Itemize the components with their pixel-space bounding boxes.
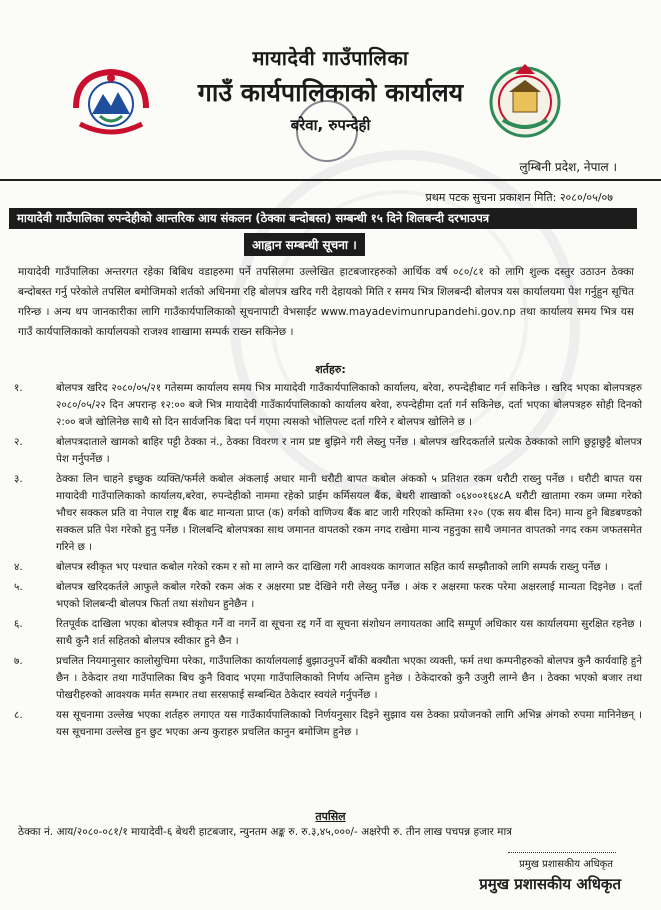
signatory-stamp: प्रमुख प्रशासकीय अधिकृत <box>479 875 621 893</box>
province-line: लुम्बिनी प्रदेश, नेपाल । <box>519 160 617 174</box>
notice-title: मायादेवी गाउँपालिका रुपन्देहीको आन्तरिक आय संकलन (ठेक्का बन्दोबस्त) सम्बन्धी १५ दिने शिलबन्दी दरभाउपत्र <box>9 208 637 229</box>
condition-item <box>14 707 642 741</box>
conditions-list <box>14 380 642 744</box>
condition-text: प्रचलित नियमानुसार कालोसुचिमा परेका, गाउँपालिका कार्यालयलाई बुझाउनुपर्ने बाँकी बक्यौता भएका व्यक्ती, फर्म तथा कम्पनीहरुको बोलपत्र कुनै कार्यवाहि हुने छैन । ठेकेदार तथा गाउँपालिका बिच कुनै विवाद भएमा गाउँपालिकाको निर्णय अन्तिम हुनेछ । ठेकेदारको कुनै उजुरी लाग्ने छैन । ठेक्का भएको बजार तथा पोखरीहरुको आवश्यक मर्मत सम्भार तथा सरसफाई सम्बन्धित ठेकेदार स्वयंले गर्नुपर्नेछ । <box>56 655 642 701</box>
intro-paragraph: मायादेवी गाउँपालिका अन्तरगत रहेका बिबिध वडाहरुमा पर्ने तपसिलमा उल्लेखित हाटबजारहरुको आर्थिक वर्ष ०८०/८१ को लागि शुल्क दस्तुर उठाउन ठेक्का बन्दोबस्त गर्नु परेकोले तपसिल बमोजिमको शर्तको अधिनमा रहि बोलपत्र खरिद गरी देहायको मिति र समय भित्र शिलबन्दी बोलपत्र यस कार्यालयमा पेश गर्नुहुन सूचित गरिन्छ । अन्य थप जानकारीका लागि गाउँकार्यपालिकाको सूचनापाटी वेभसाईट www.mayadevimunrupandehi.gov.np तथा कार्यालय समय भित्र यस गाउँ कार्यपालिकाको कार्यालयको राजश्व शाखामा सम्पर्क राख्न सकिनेछ । <box>18 266 634 338</box>
notice-subtitle: आह्वान सम्बन्धी सूचना । <box>244 233 365 256</box>
header-divider <box>0 179 661 181</box>
municipality-name: मायादेवी गाउँपालिका <box>252 46 409 70</box>
condition-number: १. <box>14 382 23 394</box>
condition-item <box>14 559 642 576</box>
condition-item <box>14 380 642 431</box>
condition-number: २. <box>14 436 23 448</box>
condition-text: बोलपत्र खरिद २०८०/०५/२१ गतेसम्म कार्यालय समय भित्र मायादेवी गाउँकार्यपालिकाको कार्यालय, बरेवा, रुपन्देहीबाट गर्न सकिनेछ । खरिद भएका बोलपत्रहरु २०८०/०५/२२ दिन अपरान्ह १२:०० बजे भित्र मायादेवी गाउँकार्यपालिकाको कार्यालय बरेवा, रुपन्देहीमा दर्ता गर्न सकिनेछ, दर्ता भएका बोलपत्रहरु सोही दिनको २:०० बजे खोलिनेछ साथै सो दिन सार्वजनिक बिदा पर्न गएमा त्यसको भोलिपल्ट दर्ता गरिने र बोलपत्र खोलिने छ । <box>56 382 642 428</box>
office-name: गाउँ कार्यपालिकाको कार्यालय <box>197 78 464 107</box>
condition-text: बोलपत्र स्वीकृत भए पश्चात कबोल गरेको रकम र सो मा लाग्ने कर दाखिला गरी आवश्यक कागजात सहित कार्य सम्झौताको लागि सम्पर्क राख्नु पर्नेछ । <box>56 561 608 573</box>
schedule-text: ठेक्का नं. आय/२०८०-०८१/१ मायादेवी-६ बेथरी हाटबजार, न्युनतम अङ्क रु. रु.३,४५,०००/- अक्षरेपी रु. तीन लाख पचपन्न हजार मात्र <box>18 826 512 838</box>
condition-item <box>14 471 642 556</box>
signatory-title: प्रमुख प्रशासकीय अधिकृत <box>519 859 613 870</box>
condition-text: ठेक्का लिन चाहने इच्छुक व्यक्ति/फर्मले कबोल अंकलाई अधार मानी धरौटी बापत कबोल अंकको ५ प्रतिशत रकम धरौटी राख्नु पर्नेछ । धरौटी बापत यस मायादेवी गाउँपालिकाको कार्यालय,बरेवा, रुपन्देहीको नाममा रहेको प्राईम कर्मिसयल बैंक, बेथरी शाखाको ०६४००१६४८A धरौटी खातामा रकम जम्मा गरेको भौचर सक्कल प्रति वा नेपाल राष्ट्र बैंक बाट मान्यता प्राप्त (क) वर्गको वाणिज्य बैंक बाट जारी गरिएको कम्तिमा १२० (एक सय बीस दिन) मान्य हुने बिडबण्डको सक्कल प्रति पेश गरेको हुनु पर्नेछ । शिलबन्दि बोलपत्रका साथ जमानत वापतको रकम नगद राखेमा मान्य नहुनुका साथै जमानत वापतको नगद रकम जफतसमेत गरिने छ । <box>56 473 642 553</box>
signature-line <box>508 852 616 853</box>
condition-text: बोलपत्रदाताले खामको बाहिर पट्टी ठेक्का नं., ठेक्का विवरण र नाम प्रष्ट बुझिने गरी लेख्नु पर्नेछ । बोलपत्र खरिदकर्ताले प्रत्येक ठेक्काको लागि छुट्टाछुट्टै बोलपत्र पेश गर्नुपर्नेछ । <box>56 436 642 465</box>
condition-text: यस सूचनामा उल्लेख भएका शर्तहरु लगाएत यस गाउँकार्यपालिकाको निर्णयनुसार दिइने सुझाव यस ठेक्का प्रयोजनको लागि अभिन्न अंगको रुपमा मानिनेछन् । यस सूचनामा उल्लेख हुन छुट भएका अन्य कुराहरु प्रचलित कानुन बमोजिम हुनेछ । <box>56 709 642 738</box>
letterhead <box>0 44 661 135</box>
office-address: बरेवा, रुपन्देही <box>290 116 371 134</box>
condition-text: रितपूर्वक दाखिला भएका बोलपत्र स्वीकृत गर्ने वा नगर्ने वा सूचना रद्द गर्ने वा सूचना संशोधन लगायतका आदि सम्पूर्ण अधिकार यस कार्यालयमा सुरक्षित रहनेछ । साथै कुनै शर्त सहितको बोलपत्र स्वीकार हुने छैन । <box>56 618 642 647</box>
condition-item <box>14 653 642 704</box>
schedule-heading: तपसिल <box>315 810 346 823</box>
condition-item <box>14 434 642 468</box>
condition-text: बोलपत्र खरिदकर्तले आफुले कबोल गरेको रकम अंक र अक्षरमा प्रष्ट देखिने गरी लेख्नु पर्नेछ । अंक र अक्षरमा फरक परेमा अक्षरलाई मान्यता दिइनेछ । दर्ता भएको शिलबन्दी बोलपत्र फिर्ता तथा संशोधन हुनेछैन । <box>56 581 642 610</box>
condition-number: ८. <box>14 709 23 721</box>
conditions-heading: शर्तहरु: <box>315 363 346 376</box>
condition-item <box>14 616 642 650</box>
publication-date: प्रथम पटक सुचना प्रकाशन मिति: २०८०/०५/०७ <box>425 191 613 204</box>
condition-number: ३. <box>14 473 23 485</box>
condition-number: ६. <box>14 618 23 630</box>
condition-item <box>14 579 642 613</box>
condition-number: ४. <box>14 561 23 573</box>
condition-number: ७. <box>14 655 23 667</box>
condition-number: ५. <box>14 581 23 593</box>
